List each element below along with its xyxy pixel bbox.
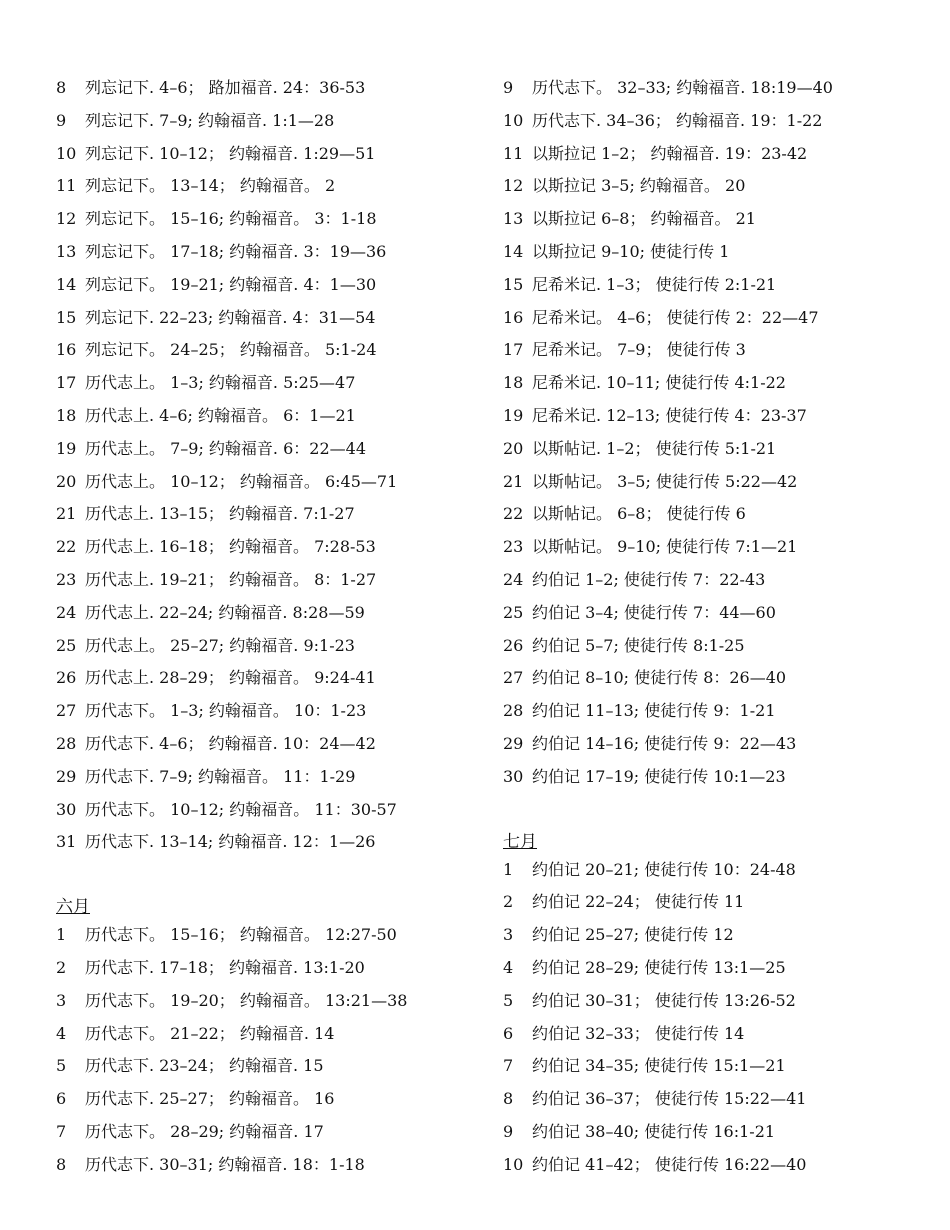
entry-reading-text: 以斯帖记。 3–5; 使徒行传 5:22—42: [532, 471, 798, 491]
entry-day-number: 2: [56, 957, 67, 977]
reading-entry: [503, 856, 933, 889]
entry-day-number: 27: [503, 668, 524, 688]
entry-day-number: 24: [503, 569, 524, 589]
reading-entry: [56, 1085, 476, 1118]
right-column: [503, 74, 933, 1184]
entry-day-number: 19: [56, 438, 77, 458]
entry-reading-text: 约伯记 30–31； 使徒行传 13:26-52: [532, 990, 796, 1010]
entry-day-number: 1: [56, 925, 67, 945]
month-heading-july: 七月: [503, 831, 537, 852]
reading-entry: [56, 74, 476, 107]
entry-day-number: 8: [56, 78, 67, 97]
entry-reading-text: 约伯记 34–35; 使徒行传 15:1—21: [532, 1056, 786, 1076]
entry-day-number: 14: [56, 274, 77, 294]
reading-entry: [56, 205, 476, 238]
reading-entry: [56, 828, 476, 861]
entry-reading-text: 历代志下。 32–33; 约翰福音. 18:19—40: [532, 78, 833, 97]
entry-day-number: 28: [56, 733, 77, 753]
entry-day-number: 13: [56, 241, 77, 261]
entry-day-number: 22: [503, 504, 524, 524]
entry-reading-text: 历代志下. 17–18； 约翰福音. 13:1-20: [85, 957, 365, 977]
entry-reading-text: 历代志下. 34–36； 约翰福音. 19：1-22: [532, 110, 823, 130]
reading-entry: [503, 172, 933, 205]
entry-day-number: 11: [56, 176, 77, 196]
entry-reading-text: 历代志上. 13–15； 约翰福音. 7:1-27: [85, 504, 355, 524]
entry-reading-text: 列忘记下. 7–9; 约翰福音. 1:1—28: [85, 110, 335, 130]
entry-reading-text: 约伯记 11–13; 使徒行传 9：1-21: [532, 701, 776, 721]
entry-day-number: 14: [503, 241, 524, 261]
entry-reading-text: 尼希米记. 12–13; 使徒行传 4：23-37: [532, 405, 807, 425]
reading-entry: [503, 1052, 933, 1085]
reading-entry: [503, 664, 933, 697]
reading-entry: [503, 271, 933, 304]
entry-reading-text: 列忘记下。 24–25； 约翰福音。 5:1-24: [85, 340, 377, 360]
reading-entry: [503, 468, 933, 501]
reading-entry: [503, 74, 933, 107]
reading-entry: [503, 1085, 933, 1118]
left-top-entries: [56, 74, 476, 861]
entry-day-number: 18: [56, 405, 77, 425]
right-top-entries: [503, 74, 933, 796]
reading-entry: [503, 763, 933, 796]
entry-day-number: 15: [503, 274, 524, 294]
entry-reading-text: 尼希米记. 1–3； 使徒行传 2:1-21: [532, 274, 777, 294]
reading-entry: [56, 954, 476, 987]
entry-day-number: 3: [503, 925, 514, 945]
entry-reading-text: 历代志下。 10–12; 约翰福音。 11：30-57: [85, 799, 397, 819]
entry-reading-text: 约伯记 22–24； 使徒行传 11: [532, 892, 745, 912]
entry-day-number: 29: [56, 766, 77, 786]
reading-entry: [56, 632, 476, 665]
reading-entry: [503, 304, 933, 337]
entry-reading-text: 约伯记 28–29; 使徒行传 13:1—25: [532, 957, 786, 977]
entry-reading-text: 列忘记下. 4–6； 路加福音. 24：36-53: [85, 78, 366, 97]
entry-reading-text: 历代志下。 21–22； 约翰福音. 14: [85, 1023, 335, 1043]
entry-reading-text: 约伯记 25–27; 使徒行传 12: [532, 925, 734, 945]
reading-entry: [56, 697, 476, 730]
entry-reading-text: 以斯帖记。 6–8； 使徒行传 6: [532, 504, 746, 524]
reading-entry: [503, 205, 933, 238]
entry-reading-text: 历代志下。 28–29; 约翰福音. 17: [85, 1121, 324, 1141]
reading-entry: [503, 1151, 933, 1184]
entry-reading-text: 列忘记下。 17–18; 约翰福音. 3：19—36: [85, 241, 387, 261]
entry-reading-text: 尼希米记. 10–11; 使徒行传 4:1-22: [532, 373, 786, 393]
entry-reading-text: 约伯记 20–21; 使徒行传 10：24-48: [532, 859, 796, 879]
reading-entry: [56, 533, 476, 566]
entry-reading-text: 约伯记 41–42； 使徒行传 16:22—40: [532, 1154, 807, 1174]
entry-reading-text: 以斯帖记。 9–10; 使徒行传 7:1—21: [532, 537, 798, 557]
reading-entry: [56, 500, 476, 533]
entry-reading-text: 列忘记下。 15–16; 约翰福音。 3：1-18: [85, 209, 377, 229]
entry-day-number: 26: [56, 668, 77, 688]
entry-day-number: 17: [503, 340, 524, 360]
month-heading-june: 六月: [56, 897, 90, 918]
entry-reading-text: 历代志下. 13–14; 约翰福音. 12：1—26: [85, 832, 376, 852]
entry-day-number: 9: [503, 78, 514, 97]
reading-entry: [56, 271, 476, 304]
reading-entry: [503, 632, 933, 665]
entry-reading-text: 约伯记 36–37； 使徒行传 15:22—41: [532, 1089, 807, 1109]
entry-day-number: 1: [503, 859, 514, 879]
entry-reading-text: 约伯记 17–19; 使徒行传 10:1—23: [532, 766, 786, 786]
reading-entry: [56, 336, 476, 369]
entry-reading-text: 历代志下. 4–6； 约翰福音. 10：24—42: [85, 733, 376, 753]
entry-reading-text: 以斯拉记 9–10; 使徒行传 1: [532, 241, 730, 261]
entry-reading-text: 以斯拉记 3–5; 约翰福音。 20: [532, 176, 746, 196]
reading-entry: [503, 888, 933, 921]
reading-entry: [56, 566, 476, 599]
reading-entry: [56, 172, 476, 205]
entry-day-number: 30: [503, 766, 524, 786]
reading-entry: [503, 599, 933, 632]
reading-entry: [503, 140, 933, 173]
reading-entry: [503, 697, 933, 730]
entry-day-number: 23: [56, 569, 77, 589]
entry-day-number: 5: [503, 990, 514, 1010]
reading-entry: [503, 336, 933, 369]
entry-day-number: 7: [56, 1121, 67, 1141]
entry-day-number: 9: [56, 110, 67, 130]
reading-entry: [503, 987, 933, 1020]
entry-day-number: 10: [56, 143, 77, 163]
entry-day-number: 25: [56, 635, 77, 655]
entry-day-number: 6: [56, 1089, 67, 1109]
reading-entry: [56, 468, 476, 501]
reading-entry: [503, 730, 933, 763]
entry-reading-text: 约伯记 32–33； 使徒行传 14: [532, 1023, 745, 1043]
right-month-entries: [503, 856, 933, 1184]
entry-reading-text: 列忘记下。 19–21; 约翰福音. 4：1—30: [85, 274, 377, 294]
reading-entry: [503, 1020, 933, 1053]
entry-reading-text: 历代志上. 4–6; 约翰福音。 6：1—21: [85, 405, 356, 425]
entry-day-number: 24: [56, 602, 77, 622]
entry-day-number: 4: [56, 1023, 67, 1043]
entry-day-number: 13: [503, 209, 524, 229]
entry-day-number: 20: [56, 471, 77, 491]
entry-day-number: 8: [503, 1089, 514, 1109]
entry-day-number: 12: [503, 176, 524, 196]
entry-day-number: 19: [503, 405, 524, 425]
entry-reading-text: 约伯记 14–16; 使徒行传 9：22—43: [532, 733, 797, 753]
entry-reading-text: 历代志下. 30–31; 约翰福音. 18：1-18: [85, 1154, 365, 1174]
reading-entry: [56, 140, 476, 173]
reading-entry: [56, 763, 476, 796]
entry-day-number: 23: [503, 537, 524, 557]
entry-reading-text: 约伯记 38–40; 使徒行传 16:1-21: [532, 1121, 776, 1141]
reading-entry: [503, 500, 933, 533]
entry-day-number: 12: [56, 209, 77, 229]
reading-entry: [503, 533, 933, 566]
reading-entry: [503, 369, 933, 402]
entry-reading-text: 以斯拉记 1–2； 约翰福音. 19：23-42: [532, 143, 808, 163]
reading-entry: [56, 369, 476, 402]
entry-day-number: 10: [503, 110, 524, 130]
entry-reading-text: 历代志下。 19–20； 约翰福音。 13:21—38: [85, 990, 408, 1010]
entry-day-number: 8: [56, 1154, 67, 1174]
entry-day-number: 7: [503, 1056, 514, 1076]
left-month-entries: [56, 921, 476, 1183]
reading-entry: [56, 1052, 476, 1085]
reading-entry: [56, 796, 476, 829]
entry-day-number: 6: [503, 1023, 514, 1043]
entry-reading-text: 列忘记下. 22–23; 约翰福音. 4：31—54: [85, 307, 376, 327]
entry-reading-text: 历代志上。 25–27; 约翰福音. 9:1-23: [85, 635, 355, 655]
entry-day-number: 16: [503, 307, 524, 327]
entry-reading-text: 历代志上. 22–24; 约翰福音. 8:28—59: [85, 602, 365, 622]
reading-entry: [56, 987, 476, 1020]
entry-day-number: 31: [56, 832, 77, 852]
entry-day-number: 10: [503, 1154, 524, 1174]
reading-entry: [503, 566, 933, 599]
reading-entry: [56, 107, 476, 140]
entry-reading-text: 约伯记 5–7; 使徒行传 8:1-25: [532, 635, 745, 655]
reading-entry: [56, 1118, 476, 1151]
reading-entry: [56, 599, 476, 632]
entry-reading-text: 尼希米记。 4–6； 使徒行传 2：22—47: [532, 307, 819, 327]
entry-day-number: 9: [503, 1121, 514, 1141]
reading-entry: [503, 107, 933, 140]
entry-reading-text: 约伯记 3–4; 使徒行传 7：44—60: [532, 602, 776, 622]
entry-reading-text: 历代志上. 19–21； 约翰福音。 8：1-27: [85, 569, 377, 589]
entry-day-number: 27: [56, 701, 77, 721]
reading-entry: [503, 435, 933, 468]
entry-day-number: 3: [56, 990, 67, 1010]
reading-entry: [56, 730, 476, 763]
entry-day-number: 25: [503, 602, 524, 622]
reading-entry: [503, 402, 933, 435]
entry-reading-text: 历代志上. 16–18； 约翰福音。 7:28-53: [85, 537, 376, 557]
reading-entry: [503, 954, 933, 987]
entry-day-number: 11: [503, 143, 524, 163]
reading-entry: [503, 921, 933, 954]
entry-reading-text: 历代志上。 10–12； 约翰福音。 6:45—71: [85, 471, 398, 491]
reading-entry: [56, 238, 476, 271]
entry-day-number: 17: [56, 373, 77, 393]
entry-reading-text: 历代志上. 28–29； 约翰福音。 9:24-41: [85, 668, 376, 688]
entry-reading-text: 尼希米记。 7–9； 使徒行传 3: [532, 340, 746, 360]
entry-day-number: 2: [503, 892, 514, 912]
entry-reading-text: 历代志上。 7–9; 约翰福音. 6：22—44: [85, 438, 366, 458]
reading-entry: [56, 921, 476, 954]
entry-reading-text: 列忘记下. 10–12； 约翰福音. 1:29—51: [85, 143, 376, 163]
reading-entry: [56, 304, 476, 337]
entry-reading-text: 列忘记下。 13–14； 约翰福音。 2: [85, 176, 336, 196]
reading-entry: [56, 1151, 476, 1184]
left-column: [56, 74, 476, 1184]
entry-day-number: 30: [56, 799, 77, 819]
entry-day-number: 5: [56, 1056, 67, 1076]
entry-day-number: 16: [56, 340, 77, 360]
entry-day-number: 21: [503, 471, 524, 491]
reading-entry: [503, 238, 933, 271]
entry-reading-text: 历代志下. 23–24； 约翰福音. 15: [85, 1056, 324, 1076]
entry-day-number: 18: [503, 373, 524, 393]
reading-entry: [56, 1020, 476, 1053]
entry-day-number: 21: [56, 504, 77, 524]
entry-day-number: 28: [503, 701, 524, 721]
entry-reading-text: 以斯帖记. 1–2； 使徒行传 5:1-21: [532, 438, 777, 458]
entry-day-number: 26: [503, 635, 524, 655]
entry-day-number: 22: [56, 537, 77, 557]
reading-entry: [56, 435, 476, 468]
entry-day-number: 29: [503, 733, 524, 753]
entry-reading-text: 以斯拉记 6–8； 约翰福音。 21: [532, 209, 756, 229]
entry-day-number: 4: [503, 957, 514, 977]
reading-entry: [503, 1118, 933, 1151]
reading-entry: [56, 664, 476, 697]
entry-day-number: 20: [503, 438, 524, 458]
entry-reading-text: 历代志下。 15–16； 约翰福音。 12:27-50: [85, 925, 397, 945]
entry-reading-text: 历代志下. 7–9; 约翰福音。 11：1-29: [85, 766, 356, 786]
entry-reading-text: 历代志下。 1–3; 约翰福音。 10：1-23: [85, 701, 367, 721]
entry-reading-text: 约伯记 1–2; 使徒行传 7：22-43: [532, 569, 766, 589]
entry-reading-text: 历代志下. 25–27； 约翰福音。 16: [85, 1089, 335, 1109]
entry-reading-text: 历代志上。 1–3; 约翰福音. 5:25—47: [85, 373, 356, 393]
entry-reading-text: 约伯记 8–10; 使徒行传 8：26—40: [532, 668, 787, 688]
entry-day-number: 15: [56, 307, 77, 327]
reading-entry: [56, 402, 476, 435]
